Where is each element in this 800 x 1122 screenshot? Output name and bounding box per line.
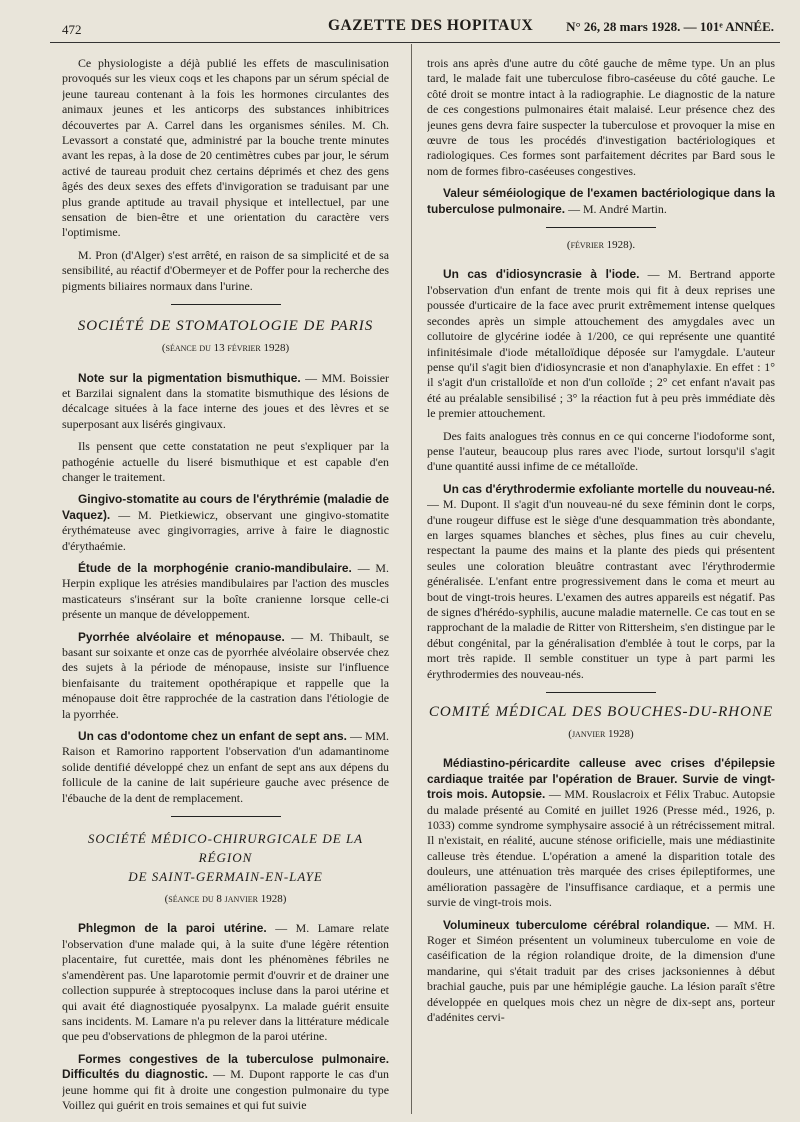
article-title: Volumineux tuberculome cérébral rolandique. xyxy=(443,917,710,932)
left-column xyxy=(62,56,389,1112)
section-rule xyxy=(546,692,656,693)
article: Gingivo-stomatite au cours de l'érythrémie (maladie de Vaquez). — M. Pietkiewicz, observant une gingivo-stomatite érythémateuse avec gingivorragies, arrive à faire le diagnostic d'érythaémie. xyxy=(62,492,389,553)
article-title: Un cas d'idiosyncrasie à l'iode. xyxy=(443,267,640,282)
article-title: Pyorrhée alvéolaire et ménopause. xyxy=(78,629,285,644)
page-header xyxy=(50,14,780,43)
article: Volumineux tuberculome cérébral rolandique. — MM. H. Roger et Siméon présentent un volumineux tuberculome en voie de caséification de la région rolandique droite, de la dimension d'une mandarine, qui s'était traduit par des crises jacksoniennes à début brachial gauche, puis par une hémiplégie gauche. La lésion paraît s'être développée en quelques mois chez un nègre de dix-sept ans, porteur d'adénites cervi- xyxy=(427,917,775,1024)
article-title: Formes congestives de la tuberculose pulmonaire. Difficultés du diagnostic. xyxy=(62,1051,389,1082)
article-title: Note sur la pigmentation bismuthique. xyxy=(78,370,301,385)
session-date: (séance du 13 février 1928) xyxy=(161,342,290,355)
article: Un cas d'érythrodermie exfoliante mortelle du nouveau-né. — M. Dupont. Il s'agit d'un nouveau-né du sexe féminin dont le corps, d'une rougeur diffuse est le siège d'une desquammation très abondante, en larges squames blanches et sèches, plus fines au cuir chevelu, respectant la paume des mains et la plante des pieds qui présentent seules une coloration bleuâtre contrastant avec l'érythrodermie généralisée. L'enfant entre progressivement dans le coma et meurt au bout de vingt-trois heures. L'examen des autres appareils est négatif. Pas de signes d'hérédo-syphilis, aucune maladie maternelle. Ce cas tout en se rapprochant de la maladie de Ritter von Rittersheim, s'en distingue par le début congénital, par la généralisation d'emblée à tout le corps, par la mort très rapide. Il semble constituer un type à part parmi les érythrodermies des nouveau-nés. xyxy=(427,481,775,681)
paragraph: trois ans après d'une autre du côté gauche de même type. Un an plus tard, le malade fait une tuberculose fibro-caséeuse du côté gauche. Le côté droit se montre intact à la radiographie. Le diagnostic de la nature de ces congestions pulmonaires était malaisé. Leur présence chez des jeunes gens devra faire suspecter la tuberculose et provoquer la mise en œuvre de tous les procédés d'investigation bactériologiques et radiologiques. Ces formes sont parfaitement décrites par Bard sous le nom de formes fibro-caséeuses congestives. xyxy=(427,56,775,178)
session-date: (séance du 8 janvier 1928) xyxy=(164,893,287,906)
column-divider xyxy=(411,44,412,1114)
paragraph: Ils pensent que cette constatation ne peut s'expliquer par la pathogénie actuelle du liseré bismuthique et est capable d'en changer le traitement. xyxy=(62,439,389,484)
article-title: Phlegmon de la paroi utérine. xyxy=(78,921,267,936)
society-heading: SOCIÉTÉ MÉDICO-CHIRURGICALE DE LA RÉGION xyxy=(87,831,364,866)
article: Formes congestives de la tuberculose pulmonaire. Difficultés du diagnostic. — M. Dupont rapporte le cas d'un jeune homme qui fit à droite une congestion pulmonaire du type Voillez qui guérit en trois semaines et qui fut suivie xyxy=(62,1051,389,1112)
right-column xyxy=(427,56,775,1112)
article: Médiastino-péricardite calleuse avec crises d'épilepsie cardiaque traitée par l'opération de Brauer. Survie de vingt-trois mois. Autopsie. — MM. Rouslacroix et Félix Trabuc. Autopsie du malade présenté au Comité en juillet 1926 (Presse méd., 1926, p. 1033) comme syndrome symphysaire associé à un rétrécissement mitral. Il n'existait, en réalité, aucune sténose orificielle, mais une médiastinite calleuse très étendue. L'opération a amené la disparition totale des douleurs, une atténuation très marquée des crises épileptiformes, une amélioration passagère de l'insuffisance cardiaque, et a permis une survie de vingt-trois mois. xyxy=(427,756,775,910)
article-title: Valeur séméiologique de l'examen bactériologique dans la tuberculose pulmonaire. xyxy=(427,186,775,216)
journal-title: GAZETTE DES HOPITAUX xyxy=(328,17,534,34)
paragraph: Ce physiologiste a déjà publié les effets de masculinisation provoqués sur les vieux coqs et les chapons par un sérum spécial de jeune taureau contenant à la fois les hormones circulantes des animaux jeunes et les anticorps des substances inhibitrices découvertes par A. Carrel dans les organismes séniles. M. Ch. Levassort a constaté que, administré par la bouche trente minutes avant les repas, à la dose de 20 centimètres cubes par jour, le sérum activé de taureau produit chez certains déprimés et chez des gens âgés des deux sexes des effets d'invigoration se traduisant par une plus grande aptitude au travail physique et intellectuel, par une sensation de bien-être et une orientation du caractère vers l'optimisme. xyxy=(62,56,389,240)
paragraph: Des faits analogues très connus en ce qui concerne l'iodoforme sont, pense l'auteur, beaucoup plus rares avec l'iode, surtout lorsqu'il s'agit d'une quantité aussi infime de ce métalloïde. xyxy=(427,428,775,474)
article-title: Gingivo-stomatite au cours de l'érythrémie (maladie de Vaquez). xyxy=(62,492,389,522)
article: Un cas d'idiosyncrasie à l'iode. — M. Bertrand apporte l'observation d'un enfant de trente mois qui fit à deux reprises une poussée d'urticaire de la face avec prurit extrêmement intense quelques secondes après un simple attouchement des amygdales avec un collutoire de glycérine iodée à 1/200, ce qui représente une quantité infinitésimale d'iode métalloïdique déposée sur l'amygdale. L'auteur pense qu'il s'agit bien d'idiosyncrasie et non d'anaphylaxie. En effet : 1° il s'agit d'un cristalloïde et non d'un colloïde ; 2° cet enfant n'avait pas été au préalable sensibilisé ; 3° la réaction fut à peu près immédiate dès le premier attouchement. xyxy=(427,267,775,421)
section-rule xyxy=(546,227,656,228)
article-title: Étude de la morphogénie cranio-mandibulaire. xyxy=(78,560,352,575)
section-rule xyxy=(171,304,281,305)
session-date: (janvier 1928) xyxy=(568,728,634,741)
article-title: Un cas d'érythrodermie exfoliante mortelle du nouveau-né. xyxy=(443,481,775,496)
issue-date: N° 26, 28 mars 1928. — 101ᵉ ANNÉE. xyxy=(566,19,774,34)
society-heading: SOCIÉTÉ DE STOMATOLOGIE DE PARIS xyxy=(77,318,374,335)
section-rule xyxy=(171,816,281,817)
article: Étude de la morphogénie cranio-mandibulaire. — M. Herpin explique les atrésies mandibulaires par l'action des muscles masticateurs s'insérant sur la boîte cranienne lorsque celle-ci présente un manque de développement. xyxy=(62,560,389,622)
session-date: (février 1928). xyxy=(566,239,636,252)
article: Pyorrhée alvéolaire et ménopause. — M. Thibault, se basant sur soixante et onze cas de pyorrhée alvéolaire observée chez des sujets à la période de ménopause, insiste sur l'influence bienfaisante du traitement opothérapique et rappelle que la ménopause doit être rapprochée de la castration dans l'étiologie de la pyorrhée. xyxy=(62,629,389,721)
paragraph: M. Pron (d'Alger) s'est arrêté, en raison de sa simplicité et de sa sensibilité, au réactif d'Obermeyer et de Poffer pour la recherche des pigments biliaires normaux dans l'urine. xyxy=(62,247,389,293)
article: Phlegmon de la paroi utérine. — M. Lamare relate l'observation d'une malade qui, à la suite d'une légère rétention placentaire, fut curettée, mais dont les phénomènes fébriles ne s'amendèrent pas. Une laparotomie permit d'ouvrir et de drainer une collection suppurée à streptocoques incluse dans la paroi utérine et qui avait été diagnostiquée pyosalpynx. La malade guérit ensuite sans incidents. M. Lamare n'a pu relever dans la littérature médicale que peu d'observations de phlegmon de la paroi utérine. xyxy=(62,921,389,1044)
page-number: 472 xyxy=(62,22,82,37)
article: Valeur séméiologique de l'examen bactériologique dans la tuberculose pulmonaire. — M. André Martin. xyxy=(427,186,775,216)
article-title: Médiastino-péricardite calleuse avec crises d'épilepsie cardiaque traitée par l'opération de Brauer. Survie de vingt-trois mois. Autopsie. xyxy=(427,756,775,802)
article: Note sur la pigmentation bismuthique. — MM. Boissier et Barzilai signalent dans la stomatite bismuthique des lésions de décalcage situées à la face interne des joues et des lèvres et se superposant aux lisérés gingivaux. xyxy=(62,370,389,431)
article: Un cas d'odontome chez un enfant de sept ans. — MM. Raison et Ramorino rapportent l'observation d'un adamantinome solide dentifié développé chez un enfant de sept ans aux dépens du follicule de la canine de lait supérieure gauche avec présence de l'ébauche de la dent de remplacement. xyxy=(62,729,389,805)
society-heading-line2: DE SAINT-GERMAIN-EN-LAYE xyxy=(128,869,323,885)
article-title: Un cas d'odontome chez un enfant de sept ans. xyxy=(78,729,347,744)
society-heading: COMITÉ MÉDICAL DES BOUCHES-DU-RHONE xyxy=(428,704,774,721)
